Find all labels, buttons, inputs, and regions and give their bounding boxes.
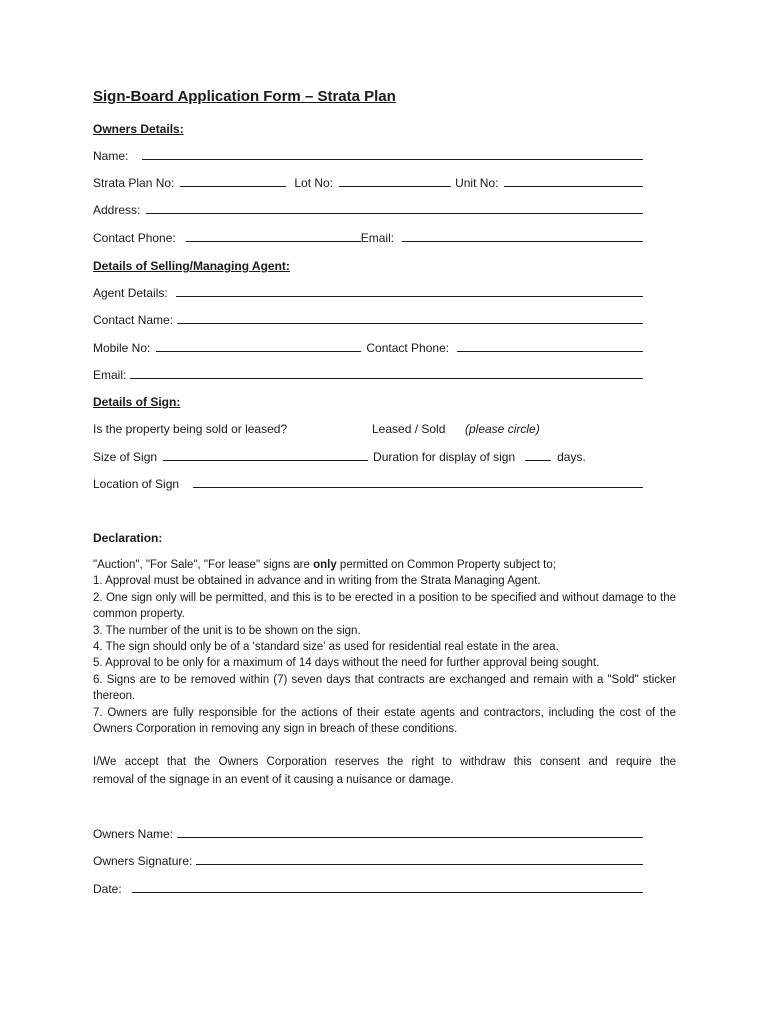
declaration-item-4: 4. The sign should only be of a 'standard size' as used for residential real estate in the area. <box>93 641 559 654</box>
agent-mobile-field[interactable] <box>156 350 361 352</box>
owner-contact-phone-field[interactable] <box>186 240 361 242</box>
declaration-item-6: 6. Signs are to be removed within (7) seven days that contracts are exchanged and remain with a "Sold" sticker thereon. <box>93 673 676 703</box>
owners-name-row <box>93 825 643 841</box>
owners-name-label: Owners Name: <box>93 827 174 841</box>
lot-label: Lot No: <box>294 176 334 190</box>
duration-field[interactable] <box>525 459 551 461</box>
agent-details-heading: Details of Selling/Managing Agent: <box>93 259 290 273</box>
acceptance-line-2: removal of the signage in an event of it causing a nuisance or damage. <box>93 774 454 786</box>
agent-email-row <box>93 366 643 382</box>
strata-plan-label: Strata Plan No: <box>93 176 175 190</box>
unit-field[interactable] <box>504 185 643 187</box>
days-label: days. <box>557 450 586 464</box>
please-circle-note: (please circle) <box>465 422 540 436</box>
sign-details-heading: Details of Sign: <box>93 395 181 409</box>
sold-or-leased-question: Is the property being sold or leased? <box>93 422 288 436</box>
sign-size-label: Size of Sign <box>93 450 158 464</box>
sign-location-field[interactable] <box>193 486 643 488</box>
owner-contact-phone-label: Contact Phone: <box>93 231 176 245</box>
owner-name-label: Name: <box>93 149 129 163</box>
address-row <box>93 201 643 217</box>
agent-details-row <box>93 284 643 300</box>
owners-signature-label: Owners Signature: <box>93 854 193 868</box>
strata-plan-field[interactable] <box>180 185 286 187</box>
owner-contact-row <box>93 229 643 245</box>
sign-location-label: Location of Sign <box>93 477 180 491</box>
declaration-body <box>93 557 676 737</box>
declaration-item-5: 5. Approval to be only for a maximum of 14 days without the need for further approval being sought. <box>93 657 600 670</box>
owner-email-field[interactable] <box>402 240 643 242</box>
address-field[interactable] <box>146 212 643 214</box>
agent-phone-row <box>93 339 643 355</box>
agent-contact-phone-label: Contact Phone: <box>366 341 450 355</box>
acceptance-statement <box>93 753 676 789</box>
declaration-item-7: 7. Owners are fully responsible for the actions of their estate agents and contractors, including the cost of the Owners Corporation in removing any sign in breach of these conditions. <box>93 706 676 736</box>
agent-contact-name-field[interactable] <box>177 322 643 324</box>
date-row <box>93 880 643 896</box>
agent-details-label: Agent Details: <box>93 286 168 300</box>
declaration-item-3: 3. The number of the unit is to be shown on the sign. <box>93 624 361 637</box>
duration-label: Duration for display of sign <box>373 450 516 464</box>
date-field[interactable] <box>132 891 643 893</box>
owner-name-field[interactable] <box>142 158 643 160</box>
agent-contact-phone-field[interactable] <box>457 350 643 352</box>
declaration-intro: "Auction", "For Sale", "For lease" signs are only permitted on Common Property subject to; <box>93 559 556 571</box>
sign-location-row <box>93 475 643 491</box>
declaration-heading: Declaration: <box>93 531 163 545</box>
sign-size-row <box>93 448 643 464</box>
acceptance-line-1: I/We accept that the Owners Corporation reserves the right to withdraw this consent and require the <box>93 756 676 768</box>
owners-signature-field[interactable] <box>196 863 643 865</box>
agent-contact-name-row <box>93 311 643 327</box>
owners-details-heading: Owners Details: <box>93 122 184 136</box>
declaration-item-1: 1. Approval must be obtained in advance and in writing from the Strata Managing Agent. <box>93 575 541 588</box>
owner-name-row <box>93 147 643 163</box>
unit-label: Unit No: <box>455 176 499 190</box>
agent-email-label: Email: <box>93 368 127 382</box>
agent-mobile-label: Mobile No: <box>93 341 151 355</box>
form-title: Sign-Board Application Form – Strata Plan <box>93 88 396 105</box>
strata-lot-unit-row <box>93 174 643 190</box>
date-label: Date: <box>93 882 122 896</box>
owners-signature-row <box>93 852 643 868</box>
agent-details-field[interactable] <box>176 295 643 297</box>
declaration-item-2: 2. One sign only will be permitted, and this is to be erected in a position to be specified and without damage to the common property. <box>93 591 676 621</box>
agent-contact-name-label: Contact Name: <box>93 313 174 327</box>
sign-size-field[interactable] <box>163 459 368 461</box>
owner-email-label: Email: <box>360 231 395 245</box>
agent-email-field[interactable] <box>130 377 643 379</box>
address-label: Address: <box>93 203 141 217</box>
leased-sold-options[interactable]: Leased / Sold <box>372 422 446 436</box>
owners-name-field[interactable] <box>177 836 643 838</box>
lot-field[interactable] <box>339 185 451 187</box>
